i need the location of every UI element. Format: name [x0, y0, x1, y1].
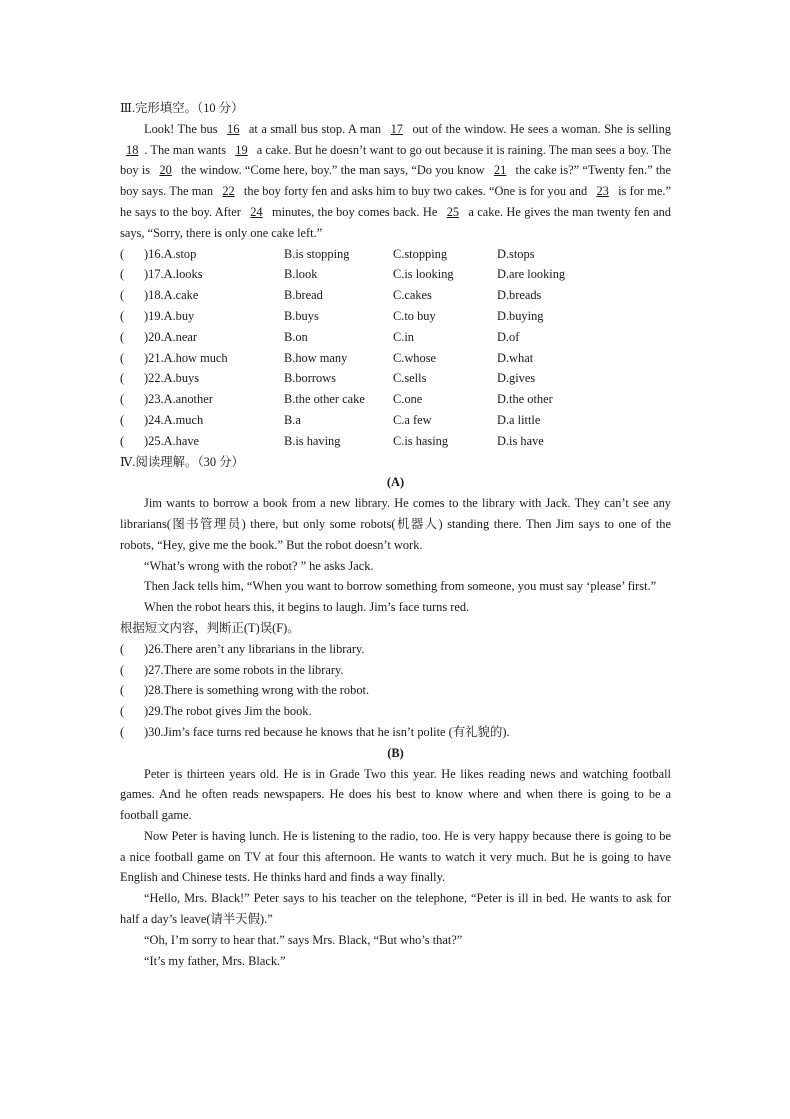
option-c: C.one	[393, 392, 423, 407]
question-text: )27.There are some robots in the library.	[144, 662, 344, 677]
option-a: )23.A.another	[144, 392, 213, 407]
option-d: D.is have	[497, 433, 544, 448]
blank-21: 21	[493, 163, 507, 178]
option-b: B.on	[284, 329, 308, 344]
answer-paren[interactable]: (	[120, 662, 125, 677]
option-c: C.stopping	[393, 246, 448, 261]
question-text: )30.Jim’s face turns red because he knows that he isn’t polite (有礼貌的).	[144, 724, 510, 739]
blank-23: 23	[596, 184, 609, 199]
tf-question-28	[120, 680, 671, 701]
option-row-17	[120, 264, 671, 285]
blank-25: 25	[446, 204, 460, 219]
passage-a-paragraph: Then Jack tells him, “When you want to borrow something from someone, you must say ‘please’ first.”	[144, 579, 657, 594]
option-b: B.is stopping	[284, 246, 350, 261]
passage-text: the window. “Come here, boy.” the man says, “Do you know	[177, 163, 488, 178]
option-row-16	[120, 244, 671, 265]
answer-paren[interactable]: (	[120, 412, 125, 427]
tf-instruction: 根据短文内容，判断正(T)误(F)。	[120, 620, 300, 635]
blank-24: 24	[250, 204, 263, 219]
option-c: C.sells	[393, 371, 427, 386]
blank-18: 18	[126, 142, 139, 157]
blank-16: 16	[227, 121, 240, 136]
answer-paren[interactable]: (	[120, 329, 125, 344]
section-3-heading: Ⅲ.完形填空。（10 分）	[120, 101, 244, 115]
option-d: D.are looking	[497, 267, 566, 282]
option-d: D.a little	[497, 412, 541, 427]
passage-text: a cake. He gives the man twenty fen and says, “Sorry, there is only one cake left.”	[120, 204, 671, 240]
answer-paren[interactable]: (	[120, 246, 125, 261]
answer-paren[interactable]: (	[120, 392, 125, 407]
passage-b-paragraph: “Hello, Mrs. Black!” Peter says to his teacher on the telephone, “Peter is ill in bed. He wants to ask for half a day’s leave(请半天假).”	[120, 891, 671, 927]
tf-questions	[120, 639, 671, 743]
passage-text: the cake is?” “Twenty fen.” the boy says. The man	[120, 163, 672, 199]
option-a: )19.A.buy	[144, 308, 195, 323]
passage-b-title: (B)	[387, 745, 404, 760]
answer-paren[interactable]: (	[120, 724, 125, 739]
answer-paren[interactable]: (	[120, 683, 125, 698]
option-row-24	[120, 410, 671, 431]
section-4-heading: Ⅳ.阅读理解。（30 分）	[120, 454, 244, 469]
worksheet-page	[120, 98, 671, 971]
question-text: )29.The robot gives Jim the book.	[144, 704, 312, 719]
option-row-21	[120, 348, 671, 369]
passage-a-title: (A)	[386, 475, 405, 490]
option-row-22	[120, 368, 671, 389]
passage-b-paragraph: Now Peter is having lunch. He is listening to the radio, too. He is very happy because there is going to be a nice football game on TV at four this afternoon. He wants to watch it very much. But he is going to have English and Chinese tests. He thinks hard and finds a way finally.	[120, 828, 671, 885]
answer-paren[interactable]: (	[120, 288, 125, 303]
passage-b-paragraph: “It’s my father, Mrs. Black.”	[144, 953, 286, 968]
option-c: C.in	[393, 329, 414, 344]
option-b: B.is having	[284, 433, 341, 448]
cloze-passage	[120, 119, 671, 244]
answer-paren[interactable]: (	[120, 267, 125, 282]
option-d: D.buying	[497, 308, 544, 323]
passage-text: out of the window. He sees a woman. She is selling	[408, 121, 672, 136]
option-b: B.look	[284, 267, 318, 282]
answer-paren[interactable]: (	[120, 350, 125, 365]
option-row-25	[120, 431, 671, 452]
tf-question-29	[120, 701, 671, 722]
option-c: C.cakes	[393, 288, 432, 303]
option-c: C.a few	[393, 412, 432, 427]
option-d: D.stops	[497, 246, 535, 261]
option-d: D.what	[497, 350, 534, 365]
passage-text: minutes, the boy comes back. He	[268, 204, 441, 219]
answer-paren[interactable]: (	[120, 433, 125, 448]
passage-b-paragraph: Peter is thirteen years old. He is in Grade Two this year. He likes reading news and watching football games. And he often reads newspapers. He does his best to know where and when there is going to be a football game.	[120, 766, 671, 823]
option-a: )16.A.stop	[144, 246, 197, 261]
question-text: )26.There aren’t any librarians in the library.	[144, 641, 365, 656]
blank-19: 19	[235, 142, 248, 157]
passage-text: . The man wants	[144, 142, 230, 157]
answer-paren[interactable]: (	[120, 704, 125, 719]
tf-question-26	[120, 639, 671, 660]
option-row-19	[120, 306, 671, 327]
cloze-options	[120, 244, 671, 452]
option-a: )24.A.much	[144, 412, 204, 427]
tf-question-30	[120, 722, 671, 743]
option-b: B.borrows	[284, 371, 336, 386]
option-a: )25.A.have	[144, 433, 200, 448]
option-b: B.the other cake	[284, 392, 365, 407]
option-a: )22.A.buys	[144, 371, 200, 386]
answer-paren[interactable]: (	[120, 641, 125, 656]
option-c: C.is hasing	[393, 433, 449, 448]
passage-text: Look! The bus	[144, 121, 222, 136]
option-row-23	[120, 389, 671, 410]
option-a: )20.A.near	[144, 329, 197, 344]
passage-text: at a small bus stop. A man	[245, 121, 385, 136]
option-b: B.how many	[284, 350, 348, 365]
answer-paren[interactable]: (	[120, 308, 125, 323]
passage-b-paragraph: “Oh, I’m sorry to hear that.” says Mrs. Black, “But who’s that?”	[144, 932, 463, 947]
option-b: B.a	[284, 412, 301, 427]
option-c: C.whose	[393, 350, 437, 365]
passage-text: is for me.” he says to the boy. After	[120, 184, 671, 219]
passage-a-paragraph: Jim wants to borrow a book from a new library. He comes to the library with Jack. They can’t see any librarians(图书管理员) there, but only some robots(机器人) standing there. Then Jim says to one of the robots, “Hey, give me the book.” But the robot doesn’t work.	[120, 496, 671, 552]
passage-a-paragraph: When the robot hears this, it begins to laugh. Jim’s face turns red.	[144, 600, 470, 615]
option-b: B.bread	[284, 288, 323, 303]
option-d: D.the other	[497, 392, 553, 407]
option-row-20	[120, 327, 671, 348]
option-b: B.buys	[284, 308, 319, 323]
blank-22: 22	[222, 184, 235, 199]
passage-text: the boy forty fen and asks him to buy two cakes. “One is for you and	[240, 184, 591, 199]
option-a: )17.A.looks	[144, 267, 203, 282]
option-c: C.is looking	[393, 267, 454, 282]
passage-text: a cake. But he doesn’t want to go out because it is raining. The man sees a boy. The boy is	[120, 142, 671, 178]
option-a: )21.A.how much	[144, 350, 228, 365]
option-a: )18.A.cake	[144, 288, 199, 303]
option-d: D.gives	[497, 371, 536, 386]
option-row-18	[120, 285, 671, 306]
option-d: D.of	[497, 329, 520, 344]
tf-question-27	[120, 660, 671, 681]
option-d: D.breads	[497, 288, 542, 303]
option-c: C.to buy	[393, 308, 436, 323]
question-text: )28.There is something wrong with the robot.	[144, 683, 370, 698]
passage-a-paragraph: “What’s wrong with the robot? ” he asks Jack.	[144, 558, 374, 573]
blank-20: 20	[159, 163, 172, 178]
answer-paren[interactable]: (	[120, 371, 125, 386]
blank-17: 17	[390, 121, 403, 136]
